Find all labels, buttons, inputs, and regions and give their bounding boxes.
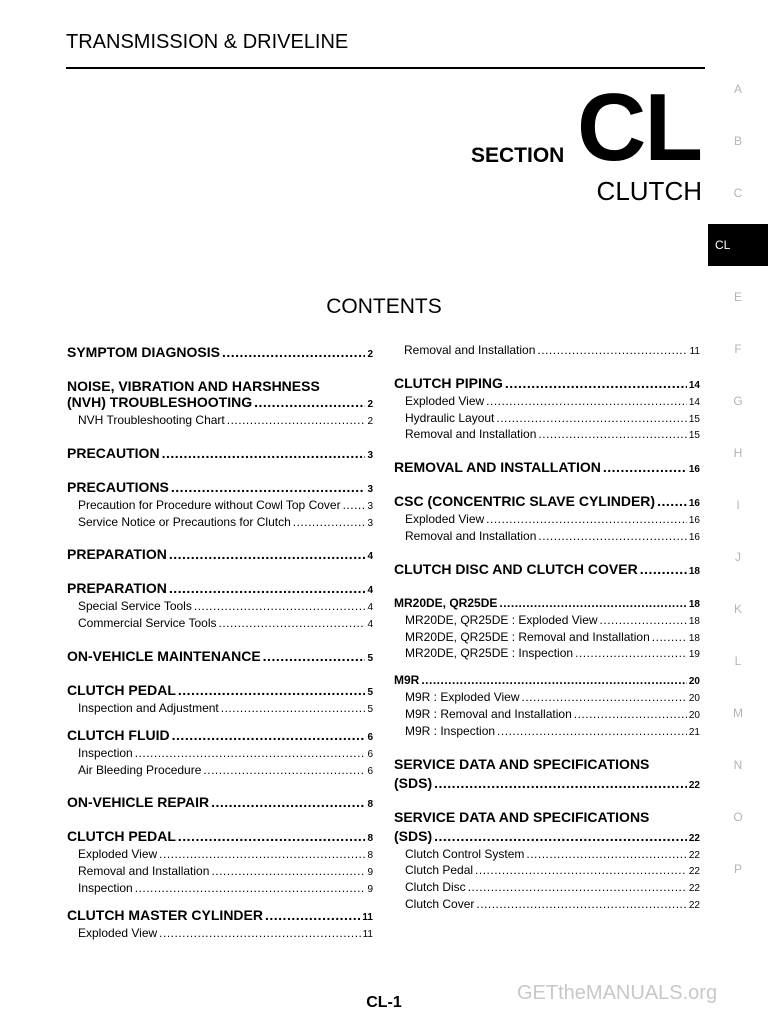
toc-entry[interactable]: (SDS) ..... 22	[394, 775, 700, 794]
toc-entry[interactable]: PRECAUTION ..... 3	[67, 445, 373, 464]
section-tab-j[interactable]: J	[735, 550, 741, 564]
section-tab-l[interactable]: L	[734, 654, 742, 668]
contents-title: CONTENTS	[326, 295, 442, 318]
toc-subentry[interactable]: M9R : Exploded View ..... 20	[394, 690, 700, 707]
toc-heading-line: SERVICE DATA AND SPECIFICATIONS	[394, 808, 650, 825]
toc-subentry[interactable]: Removal and Installation ..... 9	[67, 864, 373, 881]
toc-subentry[interactable]: Clutch Control System ..... 22	[394, 847, 700, 864]
section-tab-p[interactable]: P	[733, 862, 742, 876]
toc-subentry[interactable]: Inspection ..... 6	[67, 746, 373, 763]
section-code: CL	[577, 74, 701, 181]
section-tab-m[interactable]: M	[733, 706, 743, 720]
toc-subentry[interactable]: Special Service Tools ..... 4	[67, 599, 373, 616]
toc-subentry[interactable]: NVH Troubleshooting Chart ..... 2	[67, 413, 373, 430]
toc-subentry[interactable]: Exploded View ..... 16	[394, 512, 700, 529]
header-rule	[66, 67, 705, 69]
section-name: CLUTCH	[596, 176, 702, 206]
toc-entry[interactable]: CLUTCH PEDAL ..... 5	[67, 682, 373, 701]
toc-subentry[interactable]: MR20DE, QR25DE : Exploded View ..... 18	[394, 613, 700, 630]
section-tab-e[interactable]: E	[733, 290, 742, 304]
section-label: SECTION	[471, 144, 565, 167]
toc-entry[interactable]: (NVH) TROUBLESHOOTING ..... 2	[67, 394, 373, 413]
toc-heading-line: SERVICE DATA AND SPECIFICATIONS	[394, 755, 650, 772]
toc-entry[interactable]: CLUTCH MASTER CYLINDER ..... 11	[67, 907, 373, 926]
page-number: CL-1	[366, 994, 402, 1011]
toc-subentry[interactable]: Inspection and Adjustment ..... 5	[67, 701, 373, 718]
section-tab-o[interactable]: O	[733, 810, 743, 824]
section-tab-h[interactable]: H	[733, 446, 743, 460]
toc-subentry[interactable]: Precaution for Procedure without Cowl Top Cover ..... 3	[67, 498, 373, 515]
section-tab-i[interactable]: I	[736, 498, 740, 512]
toc-subentry[interactable]: Clutch Pedal ..... 22	[394, 863, 700, 880]
toc-entry[interactable]: M9R ..... 20	[394, 672, 700, 690]
toc-subentry[interactable]: Removal and Installation ..... 15	[394, 427, 700, 444]
toc-subentry[interactable]: Clutch Disc ..... 22	[394, 880, 700, 897]
toc-entry[interactable]: CLUTCH PEDAL ..... 8	[67, 828, 373, 847]
toc-left-column	[67, 344, 373, 943]
toc-entry[interactable]: REMOVAL AND INSTALLATION ..... 16	[394, 459, 700, 478]
toc-subentry[interactable]: Exploded View ..... 11	[67, 926, 373, 943]
section-tab-a[interactable]: A	[733, 82, 742, 96]
toc-subentry[interactable]: MR20DE, QR25DE : Removal and Installation ..... 18	[394, 630, 700, 647]
toc-subentry[interactable]: Hydraulic Layout ..... 15	[394, 411, 700, 428]
toc-subentry[interactable]: Clutch Cover ..... 22	[394, 897, 700, 914]
toc-subentry[interactable]: Removal and Installation ..... 11	[394, 343, 700, 360]
toc-entry[interactable]: ON-VEHICLE MAINTENANCE ..... 5	[67, 648, 373, 667]
section-tab-b[interactable]: B	[733, 134, 742, 148]
section-tab-n[interactable]: N	[733, 758, 743, 772]
toc-entry[interactable]: (SDS) ..... 22	[394, 828, 700, 847]
toc-entry[interactable]: PRECAUTIONS ..... 3	[67, 479, 373, 498]
toc-entry[interactable]: CSC (CONCENTRIC SLAVE CYLINDER) ..... 16	[394, 493, 700, 512]
page-header-title: TRANSMISSION & DRIVELINE	[66, 31, 349, 53]
watermark: GETtheMANUALS.org	[517, 982, 718, 1004]
toc-subentry[interactable]: Service Notice or Precautions for Clutch ..... 3	[67, 515, 373, 532]
toc-subentry[interactable]: Inspection ..... 9	[67, 881, 373, 898]
toc-entry[interactable]: CLUTCH PIPING ..... 14	[394, 375, 700, 394]
toc-subentry[interactable]: M9R : Removal and Installation ..... 20	[394, 707, 700, 724]
toc-subentry[interactable]: Exploded View ..... 8	[67, 847, 373, 864]
toc-subentry[interactable]: Commercial Service Tools ..... 4	[67, 616, 373, 633]
toc-entry[interactable]: ON-VEHICLE REPAIR ..... 8	[67, 794, 373, 813]
toc-entry[interactable]: CLUTCH DISC AND CLUTCH COVER ..... 18	[394, 561, 700, 580]
toc-subentry[interactable]: Exploded View ..... 14	[394, 394, 700, 411]
section-tab-c[interactable]: C	[733, 186, 743, 200]
section-tab-cl[interactable]: CL	[708, 224, 768, 266]
toc-subentry[interactable]: Removal and Installation ..... 16	[394, 529, 700, 546]
toc-entry[interactable]: MR20DE, QR25DE ..... 18	[394, 595, 700, 613]
toc-subentry[interactable]: M9R : Inspection ..... 21	[394, 724, 700, 741]
toc-entry[interactable]: PREPARATION ..... 4	[67, 580, 373, 599]
toc-subentry[interactable]: Air Bleeding Procedure ..... 6	[67, 763, 373, 780]
toc-subentry[interactable]: MR20DE, QR25DE : Inspection ..... 19	[394, 646, 700, 663]
section-tab-k[interactable]: K	[733, 602, 742, 616]
toc-entry[interactable]: CLUTCH FLUID ..... 6	[67, 727, 373, 746]
section-tab-f[interactable]: F	[734, 342, 742, 356]
toc-right-column	[394, 343, 700, 914]
toc-entry[interactable]: SYMPTOM DIAGNOSIS ..... 2	[67, 344, 373, 363]
section-tab-g[interactable]: G	[733, 394, 743, 408]
section-index-tabs	[708, 68, 768, 888]
toc-heading-line: NOISE, VIBRATION AND HARSHNESS	[67, 378, 320, 394]
toc-entry[interactable]: PREPARATION ..... 4	[67, 546, 373, 565]
